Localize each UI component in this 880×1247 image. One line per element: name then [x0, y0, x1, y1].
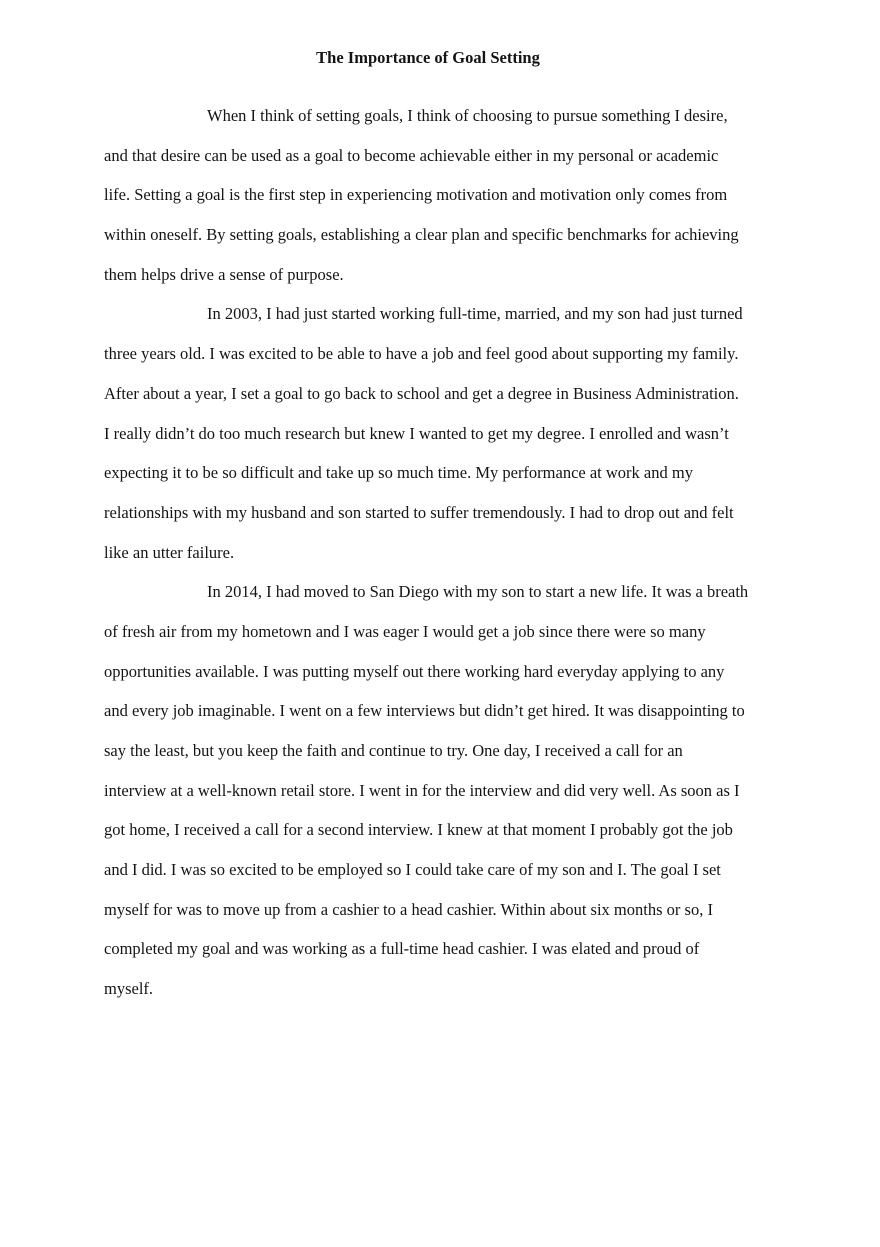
text-line: myself for was to move up from a cashier to a head cashier. Within about six months or so, I [104, 899, 713, 919]
text-line: and I did. I was so excited to be employed so I could take care of my son and I. The goal I set [104, 860, 721, 880]
text-line: and every job imaginable. I went on a few interviews but didn’t get hired. It was disappointing to [104, 701, 745, 721]
text-line: expecting it to be so difficult and take up so much time. My performance at work and my [104, 463, 693, 483]
text-line: of fresh air from my hometown and I was eager I would get a job since there were so many [104, 621, 706, 641]
text-line: completed my goal and was working as a full-time head cashier. I was elated and proud of [104, 939, 700, 959]
text-line: life. Setting a goal is the first step in experiencing motivation and motivation only comes from [104, 185, 728, 205]
paragraph-3 [104, 572, 780, 1009]
text-line: opportunities available. I was putting myself out there working hard everyday applying to any [104, 661, 725, 681]
text-line: say the least, but you keep the faith and continue to try. One day, I received a call for an [104, 741, 683, 760]
text-line: interview at a well-known retail store. I went in for the interview and did very well. As soon as I [104, 780, 740, 800]
text-line: got home, I received a call for a second interview. I knew at that moment I probably got the job [104, 820, 733, 840]
document-title: The Importance of Goal Setting [316, 48, 540, 67]
text-line: myself. [104, 979, 154, 999]
text-line: like an utter failure. [104, 542, 235, 562]
text-line: After about a year, I set a goal to go back to school and get a degree in Business Administration. [104, 383, 739, 403]
text-line: three years old. I was excited to be able to have a job and feel good about supporting my family. [104, 344, 739, 364]
text-line: In 2014, I had moved to San Diego with my son to start a new life. It was a breath [207, 582, 749, 602]
text-line: I really didn’t do too much research but knew I wanted to get my degree. I enrolled and wasn’t [104, 423, 729, 443]
text-line: and that desire can be used as a goal to become achievable either in my personal or academic [104, 145, 719, 165]
paragraph-2 [104, 294, 780, 572]
text-line: In 2003, I had just started working full-time, married, and my son had just turned [207, 304, 743, 324]
text-line: within oneself. By setting goals, establishing a clear plan and specific benchmarks for achieving [104, 225, 739, 245]
text-line: relationships with my husband and son started to suffer tremendously. I had to drop out and felt [104, 502, 734, 522]
document-body [104, 96, 780, 1009]
text-line: When I think of setting goals, I think of choosing to pursue something I desire, [207, 106, 728, 125]
paragraph-1 [104, 96, 780, 294]
text-line: them helps drive a sense of purpose. [104, 264, 344, 284]
